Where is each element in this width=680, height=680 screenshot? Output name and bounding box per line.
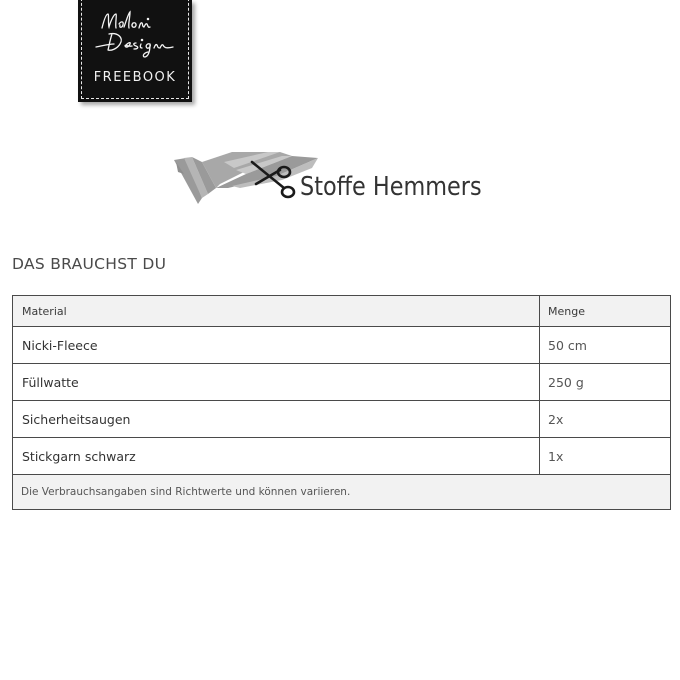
stoffe-hemmers-wordmark: Stoffe Hemmers [300, 172, 482, 202]
material-cell: Stickgarn schwarz [13, 438, 540, 474]
table-row [13, 401, 670, 438]
material-cell: Füllwatte [13, 364, 540, 400]
table-note-row [13, 475, 670, 509]
table-header-row [13, 296, 670, 327]
materials-table [12, 295, 671, 510]
amount-cell: 2x [548, 411, 564, 427]
fabric-stripes-icon [174, 152, 318, 204]
material-cell: Sicherheitsaugen [13, 401, 540, 437]
amount-cell: 1x [548, 448, 564, 464]
table-note: Die Verbrauchsangaben sind Richtwerte und können variieren. [21, 486, 351, 498]
amount-cell: 50 cm [548, 337, 587, 353]
maloni-design-badge [78, 0, 192, 102]
maloni-design-logo [78, 0, 192, 70]
table-row [13, 364, 670, 401]
table-row [13, 327, 670, 364]
badge-freebook-label: FREEBOOK [93, 70, 177, 85]
section-title: DAS BRAUCHST DU [12, 255, 167, 273]
column-header-material: Material [13, 296, 540, 326]
table-row [13, 438, 670, 475]
column-header-amount: Menge [548, 304, 585, 318]
material-cell: Nicki-Fleece [13, 327, 540, 363]
amount-cell: 250 g [548, 374, 584, 390]
